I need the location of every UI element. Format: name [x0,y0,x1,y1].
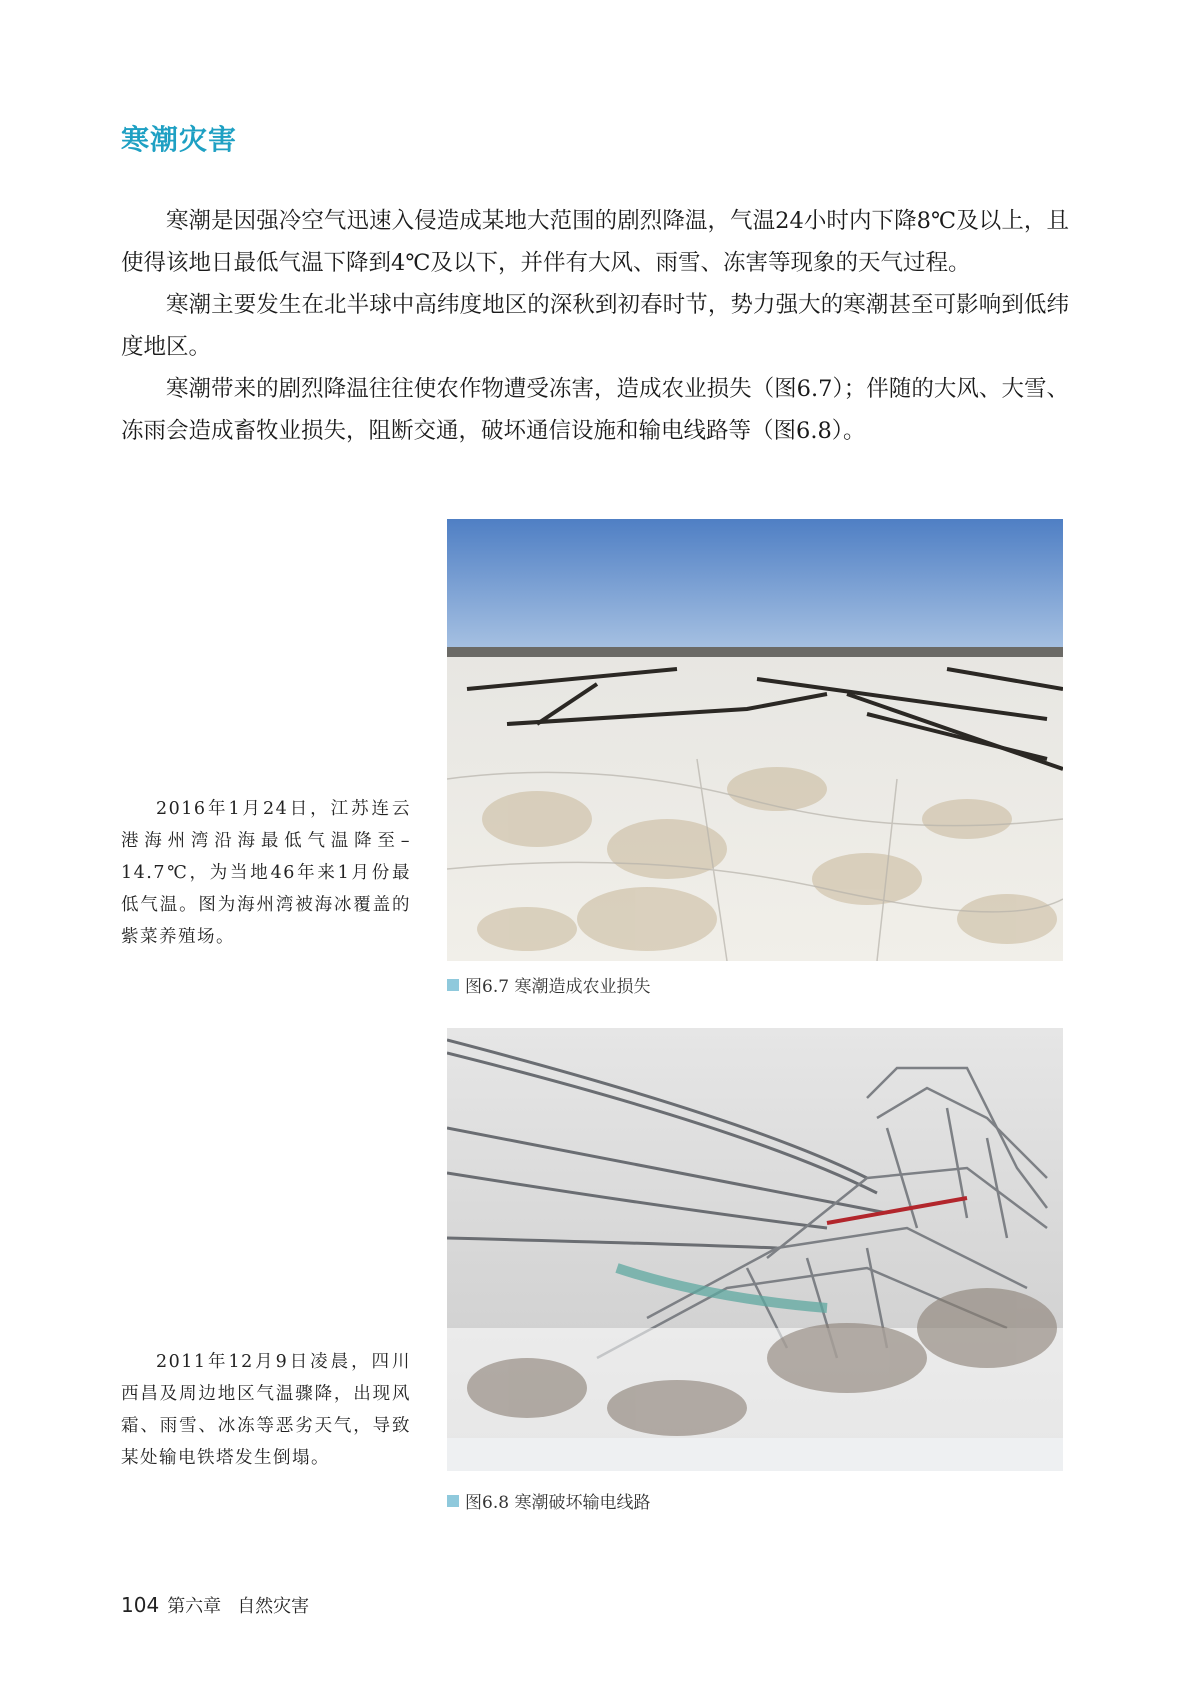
figure-caption-1 [447,972,650,997]
paragraph-3: 寒潮带来的剧烈降温往往使农作物遭受冻害，造成农业损失（图6.7）；伴随的大风、大雪、冻雨会造成畜牧业损失，阻断交通，破坏通信设施和输电线路等（图6.8）。 [121,376,1069,444]
page-number: 104 [121,1593,160,1617]
figure-note-2 [121,1346,411,1474]
figure-caption-2-text: 图6.8 寒潮破坏输电线路 [465,1493,651,1513]
paragraph-1: 寒潮是因强冷空气迅速入侵造成某地大范围的剧烈降温，气温24小时内下降8℃及以上，且使得该地日最低气温下降到4℃及以下，并伴有大风、雨雪、冻害等现象的天气过程。 [121,208,1069,276]
body-text [121,200,1069,452]
chapter-label: 第六章 [167,1596,222,1617]
chapter-title: 自然灾害 [237,1596,310,1617]
figure-note-1-text: 2016年1月24日，江苏连云港海州湾沿海最低气温降至–14.7℃，为当地46年来1月份最低气温。图为海州湾被海冰覆盖的紫菜养殖场。 [121,799,411,947]
figure-caption-1-text: 图6.7 寒潮造成农业损失 [465,977,651,997]
section-title: 寒潮灾害 [121,123,238,156]
photo-collapsed-power-tower [447,1028,1063,1471]
caption-marker [447,979,459,991]
figure-note-2-text: 2011年12月9日凌晨，四川西昌及周边地区气温骤降，出现风霜、雨雪、冰冻等恶劣天气，导致某处输电铁塔发生倒塌。 [121,1352,411,1468]
paragraph-2: 寒潮主要发生在北半球中高纬度地区的深秋到初春时节，势力强大的寒潮甚至可影响到低纬度地区。 [121,292,1069,360]
page-footer [121,1592,309,1618]
caption-marker [447,1495,459,1507]
figure-caption-2 [447,1488,650,1513]
photo-frozen-seaweed-farm [447,519,1063,961]
figure-note-1 [121,793,411,953]
